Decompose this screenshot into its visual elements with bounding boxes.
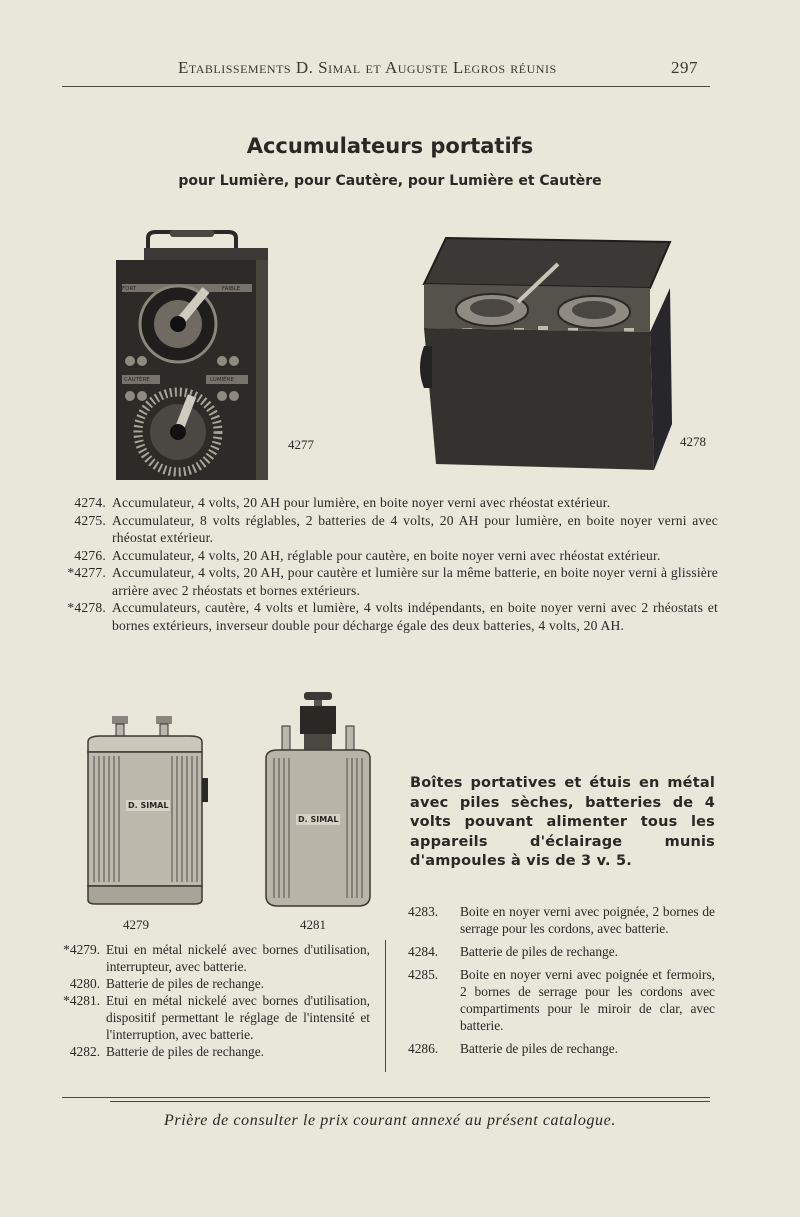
footer-rule-thin [110,1101,710,1102]
footer-note: Prière de consulter le prix courant annexé au présent catalogue. [164,1112,616,1129]
page-title: Accumulateurs portatifs [246,134,534,158]
item-description: Accumulateur, 4 volts, 20 AH, réglable pour cautère, en boite noyer verni avec rhéostat extérieur. [112,547,661,563]
item-description: Etui en métal nickelé avec bornes d'utilisation, dispositif permettant le réglage de l'intensité et l'interruption, avec batterie. [106,993,370,1042]
list-item [50,941,370,975]
list-item [408,903,715,937]
page-subtitle: pour Lumière, pour Cautère, pour Lumière et Cautère [178,173,602,189]
item-description: Accumulateur, 4 volts, 20 AH, pour cautère et lumière sur la même batterie, en boite noyer verni à glissière arrière avec 2 rhéostats et bornes extérieurs. [112,565,718,598]
list-item [50,975,370,992]
running-title: Etablissements D. Simal et Auguste Legros réunis [178,58,557,77]
item-number: 4276. [74,547,106,563]
footer-rule [62,1097,710,1098]
running-header [60,58,710,82]
item-number: 4283. [408,904,439,919]
item-number: *4279. [63,942,100,957]
list-item [408,1040,715,1057]
list-item [50,599,718,634]
item-description: Accumulateur, 4 volts, 20 AH pour lumière, en boite noyer verni avec rhéostat extérieur. [112,495,611,510]
item-description: Accumulateurs, cautère, 4 volts et lumière, 4 volts indépendants, en boite noyer verni avec 2 rhéostats et bornes extérieurs, inverseur double pour décharge égale des deux batteries, 4 volts, 20 AH. [112,600,718,633]
item-description: Etui en métal nickelé avec bornes d'utilisation, interrupteur, avec batterie. [106,942,370,974]
figure-label-4279: 4279 [123,917,149,932]
item-number: *4277. [67,565,106,580]
item-description: Batterie de piles de rechange. [460,944,619,959]
list-item [50,992,370,1043]
figure-4278-illustration [418,228,676,476]
item-number: 4280. [69,976,100,991]
list-item [50,547,718,565]
page-number: 297 [671,58,698,77]
item-description: Batterie de piles de rechange. [460,1041,619,1056]
list-item [50,1043,370,1060]
figure-label-4278: 4278 [680,434,706,449]
item-number: 4286. [408,1041,439,1056]
item-list-wooden-boxes [408,903,715,1057]
figure-label-4281: 4281 [300,917,326,932]
list-item [408,943,715,960]
panel-label-cautere: CAUTÈRE [124,377,150,383]
item-list-metal-cases [50,941,370,1060]
item-number: *4281. [63,993,100,1008]
list-item [50,494,718,512]
panel-label-faible: FAIBLE [222,286,241,292]
figure-4281-illustration [258,688,378,910]
item-description: Boite en noyer verni avec poignée, 2 bornes de serrage pour les cordons, avec batterie. [460,904,715,936]
brand-label-4281: D. SIMAL [298,815,339,824]
item-description: Boite en noyer verni avec poignée et fermoirs, 2 bornes de serrage pour les cordons avec compartiments pour le miroir de clar, avec batterie. [460,967,715,1033]
list-item [408,966,715,1034]
item-number: 4284. [408,944,439,959]
column-divider [385,940,386,1072]
item-number: 4275. [74,512,106,528]
item-number: *4278. [67,600,106,615]
item-description: Batterie de piles de rechange. [106,1044,265,1059]
dry-battery-description: Boîtes portatives et étuis en métal avec piles sèches, batteries de 4 volts pouvant alimenter tous les appareils d'éclairage munis d'ampoules à vis de 3 v. 5. [410,775,715,869]
item-number: 4282. [69,1044,100,1059]
item-list-accumulators [50,494,718,634]
item-number: 4274. [74,495,106,510]
panel-label-fort: FORT [122,286,137,292]
figure-4277-illustration [110,228,275,484]
item-description: Accumulateur, 8 volts réglables, 2 batteries de 4 volts, 20 AH pour lumière, en boite noyer verni avec rhéostat extérieur. [112,512,718,545]
header-rule [62,86,710,87]
item-description: Batterie de piles de rechange. [106,976,265,991]
figure-label-4277: 4277 [288,437,314,452]
item-number: 4285. [408,967,439,982]
panel-label-lumiere: LUMIÈRE [210,377,234,383]
brand-label-4279: D. SIMAL [128,801,169,810]
list-item [50,564,718,599]
list-item [50,512,718,547]
